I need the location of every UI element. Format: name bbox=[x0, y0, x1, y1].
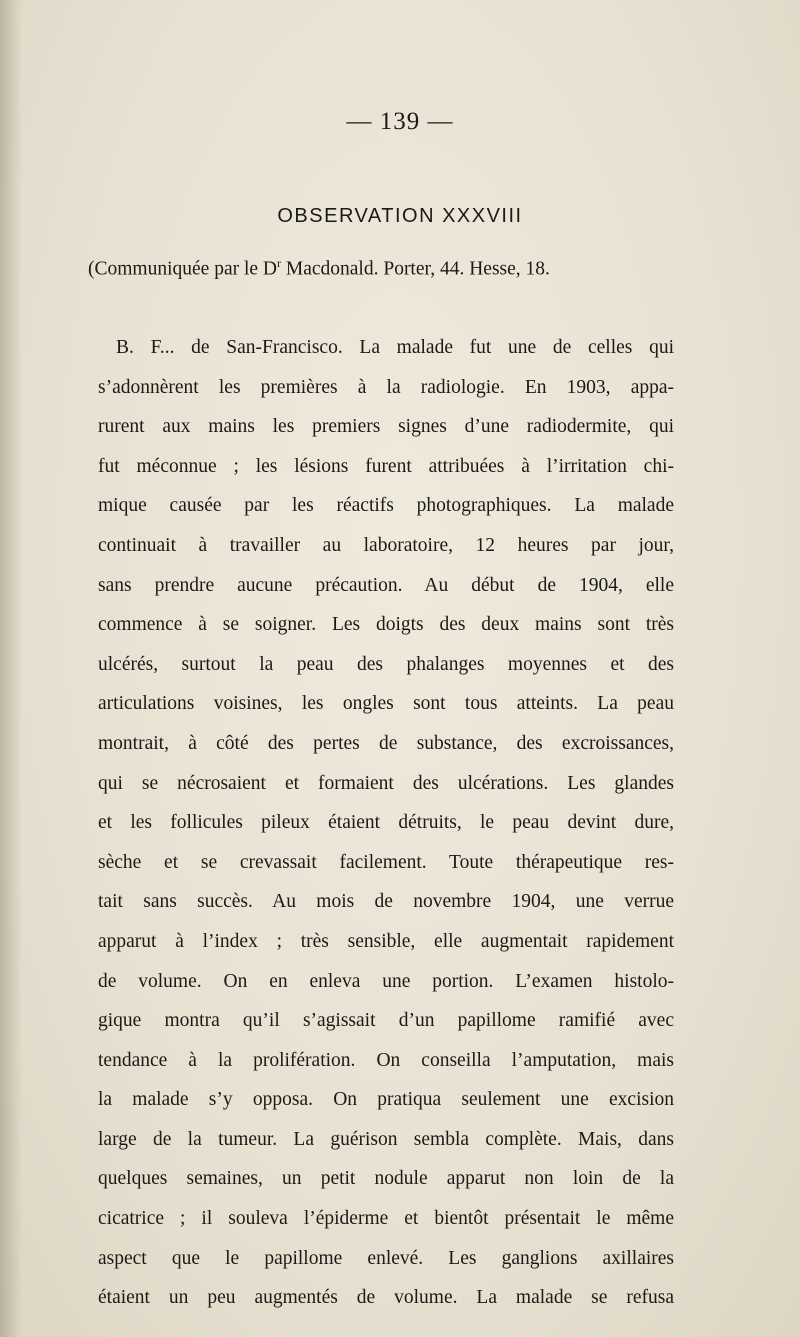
text-line: sèche et se crevassait facilement. Toute thérapeutique res- bbox=[98, 851, 674, 873]
attribution-line bbox=[88, 256, 688, 281]
text-line: fut méconnue ; les lésions furent attribuées à l’irritation chi- bbox=[98, 455, 674, 477]
page-edge-shadow bbox=[0, 0, 22, 1337]
attribution-text: (Communiquée par le D bbox=[88, 258, 277, 280]
observation-heading: OBSERVATION XXXVIII bbox=[277, 205, 523, 227]
attribution-text-rest: Macdonald. Porter, 44. Hesse, 18. bbox=[281, 258, 550, 280]
body-paragraph bbox=[98, 328, 674, 1318]
text-line: mique causée par les réactifs photographiques. La malade bbox=[98, 495, 674, 517]
text-line: tendance à la prolifération. On conseilla l’amputation, mais bbox=[98, 1049, 674, 1071]
text-line: rurent aux mains les premiers signes d’une radiodermite, qui bbox=[98, 416, 674, 438]
text-line: cicatrice ; il souleva l’épiderme et bientôt présentait le même bbox=[98, 1208, 674, 1230]
text-line: apparut à l’index ; très sensible, elle augmentait rapidement bbox=[98, 930, 674, 952]
text-line: de volume. On en enleva une portion. L’examen histolo- bbox=[98, 970, 674, 992]
text-line: et les follicules pileux étaient détruits, le peau devint dure, bbox=[98, 812, 674, 834]
text-line: la malade s’y opposa. On pratiqua seulement une excision bbox=[98, 1089, 674, 1111]
attribution-superscript: r bbox=[277, 256, 281, 270]
text-line: articulations voisines, les ongles sont tous atteints. La peau bbox=[98, 693, 674, 715]
text-line: continuait à travailler au laboratoire, 12 heures par jour, bbox=[98, 534, 674, 556]
text-line: commence à se soigner. Les doigts des deux mains sont très bbox=[98, 614, 674, 636]
text-line: montrait, à côté des pertes de substance, des excroissances, bbox=[98, 732, 674, 754]
page-number: — 139 — bbox=[346, 108, 454, 135]
text-line: aspect que le papillome enlevé. Les ganglions axillaires bbox=[98, 1247, 674, 1269]
text-line: quelques semaines, un petit nodule apparut non loin de la bbox=[98, 1168, 674, 1190]
text-line: étaient un peu augmentés de volume. La malade se refusa bbox=[98, 1287, 674, 1309]
text-line: qui se nécrosaient et formaient des ulcérations. Les glandes bbox=[98, 772, 674, 794]
text-line: B. F... de San-Francisco. La malade fut une de celles qui bbox=[116, 337, 674, 358]
text-line: s’adonnèrent les premières à la radiologie. En 1903, appa- bbox=[98, 376, 674, 398]
text-line: gique montra qu’il s’agissait d’un papillome ramifié avec bbox=[98, 1010, 674, 1032]
text-line: sans prendre aucune précaution. Au début de 1904, elle bbox=[98, 574, 674, 596]
text-line: ulcérés, surtout la peau des phalanges moyennes et des bbox=[98, 653, 674, 675]
text-line: large de la tumeur. La guérison sembla complète. Mais, dans bbox=[98, 1128, 674, 1150]
text-line: tait sans succès. Au mois de novembre 1904, une verrue bbox=[98, 891, 674, 913]
